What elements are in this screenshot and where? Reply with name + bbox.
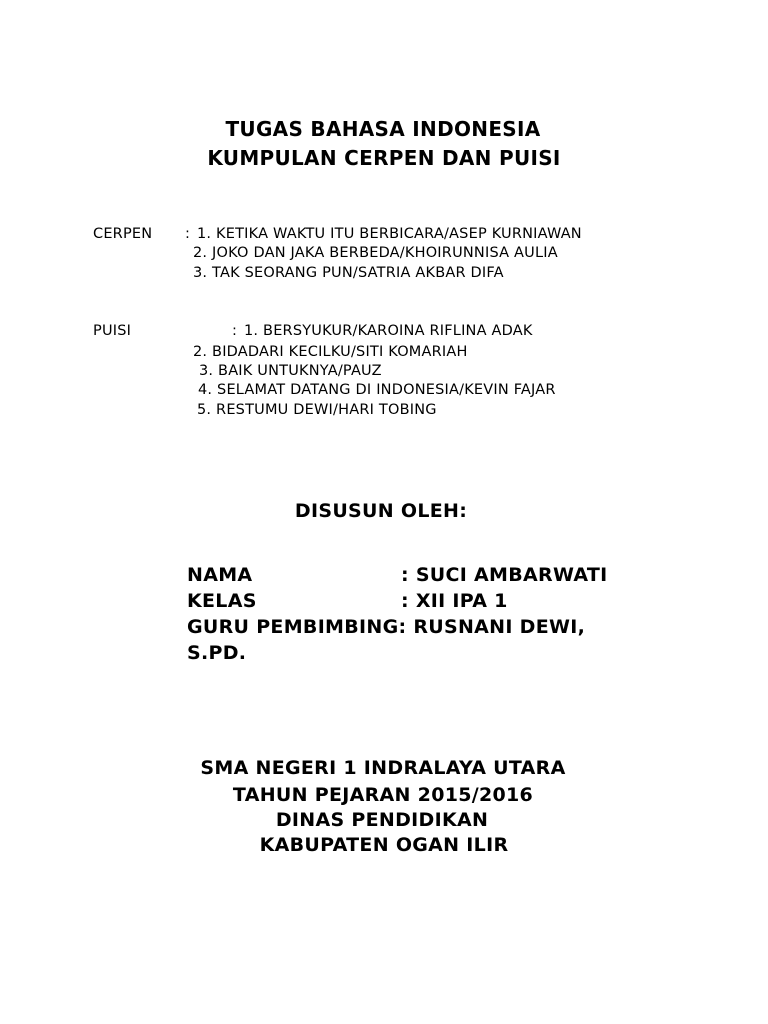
- cerpen-label: CERPEN: [93, 226, 153, 242]
- title-line-2: KUMPULAN CERPEN DAN PUISI: [207, 146, 561, 170]
- footer-dinas: DINAS PENDIDIKAN: [275, 809, 489, 831]
- cerpen-item-2: 2. JOKO DAN JAKA BERBEDA/KHOIRUNNISA AULIA: [193, 245, 558, 261]
- guru-pembimbing: GURU PEMBIMBING: RUSNANI DEWI,: [187, 616, 586, 638]
- puisi-item-3: 3. BAIK UNTUKNYA/PAUZ: [199, 363, 382, 379]
- cerpen-item-3: 3. TAK SEORANG PUN/SATRIA AKBAR DIFA: [193, 265, 504, 281]
- footer-year: TAHUN PEJARAN 2015/2016: [232, 784, 534, 806]
- puisi-separator: :: [232, 323, 238, 339]
- guru-pembimbing-cont: S.PD.: [187, 642, 247, 664]
- kelas-value: : XII IPA 1: [401, 590, 508, 612]
- title-line-1: TUGAS BAHASA INDONESIA: [225, 117, 541, 141]
- puisi-item-5: 5. RESTUMU DEWI/HARI TOBING: [197, 402, 437, 418]
- cerpen-separator: :: [185, 226, 191, 242]
- cerpen-item-1: 1. KETIKA WAKTU ITU BERBICARA/ASEP KURNIAWAN: [197, 226, 582, 242]
- footer-school: SMA NEGERI 1 INDRALAYA UTARA: [200, 757, 566, 779]
- footer-kabupaten: KABUPATEN OGAN ILIR: [259, 834, 509, 856]
- kelas-label: KELAS: [187, 590, 257, 612]
- puisi-item-1: 1. BERSYUKUR/KAROINA RIFLINA ADAK: [244, 323, 533, 339]
- disusun-oleh-heading: DISUSUN OLEH:: [294, 500, 468, 522]
- puisi-item-2: 2. BIDADARI KECILKU/SITI KOMARIAH: [193, 344, 468, 360]
- nama-value: : SUCI AMBARWATI: [401, 564, 608, 586]
- puisi-item-4: 4. SELAMAT DATANG DI INDONESIA/KEVIN FAJAR: [198, 382, 556, 398]
- nama-label: NAMA: [187, 564, 253, 586]
- puisi-label: PUISI: [93, 323, 132, 339]
